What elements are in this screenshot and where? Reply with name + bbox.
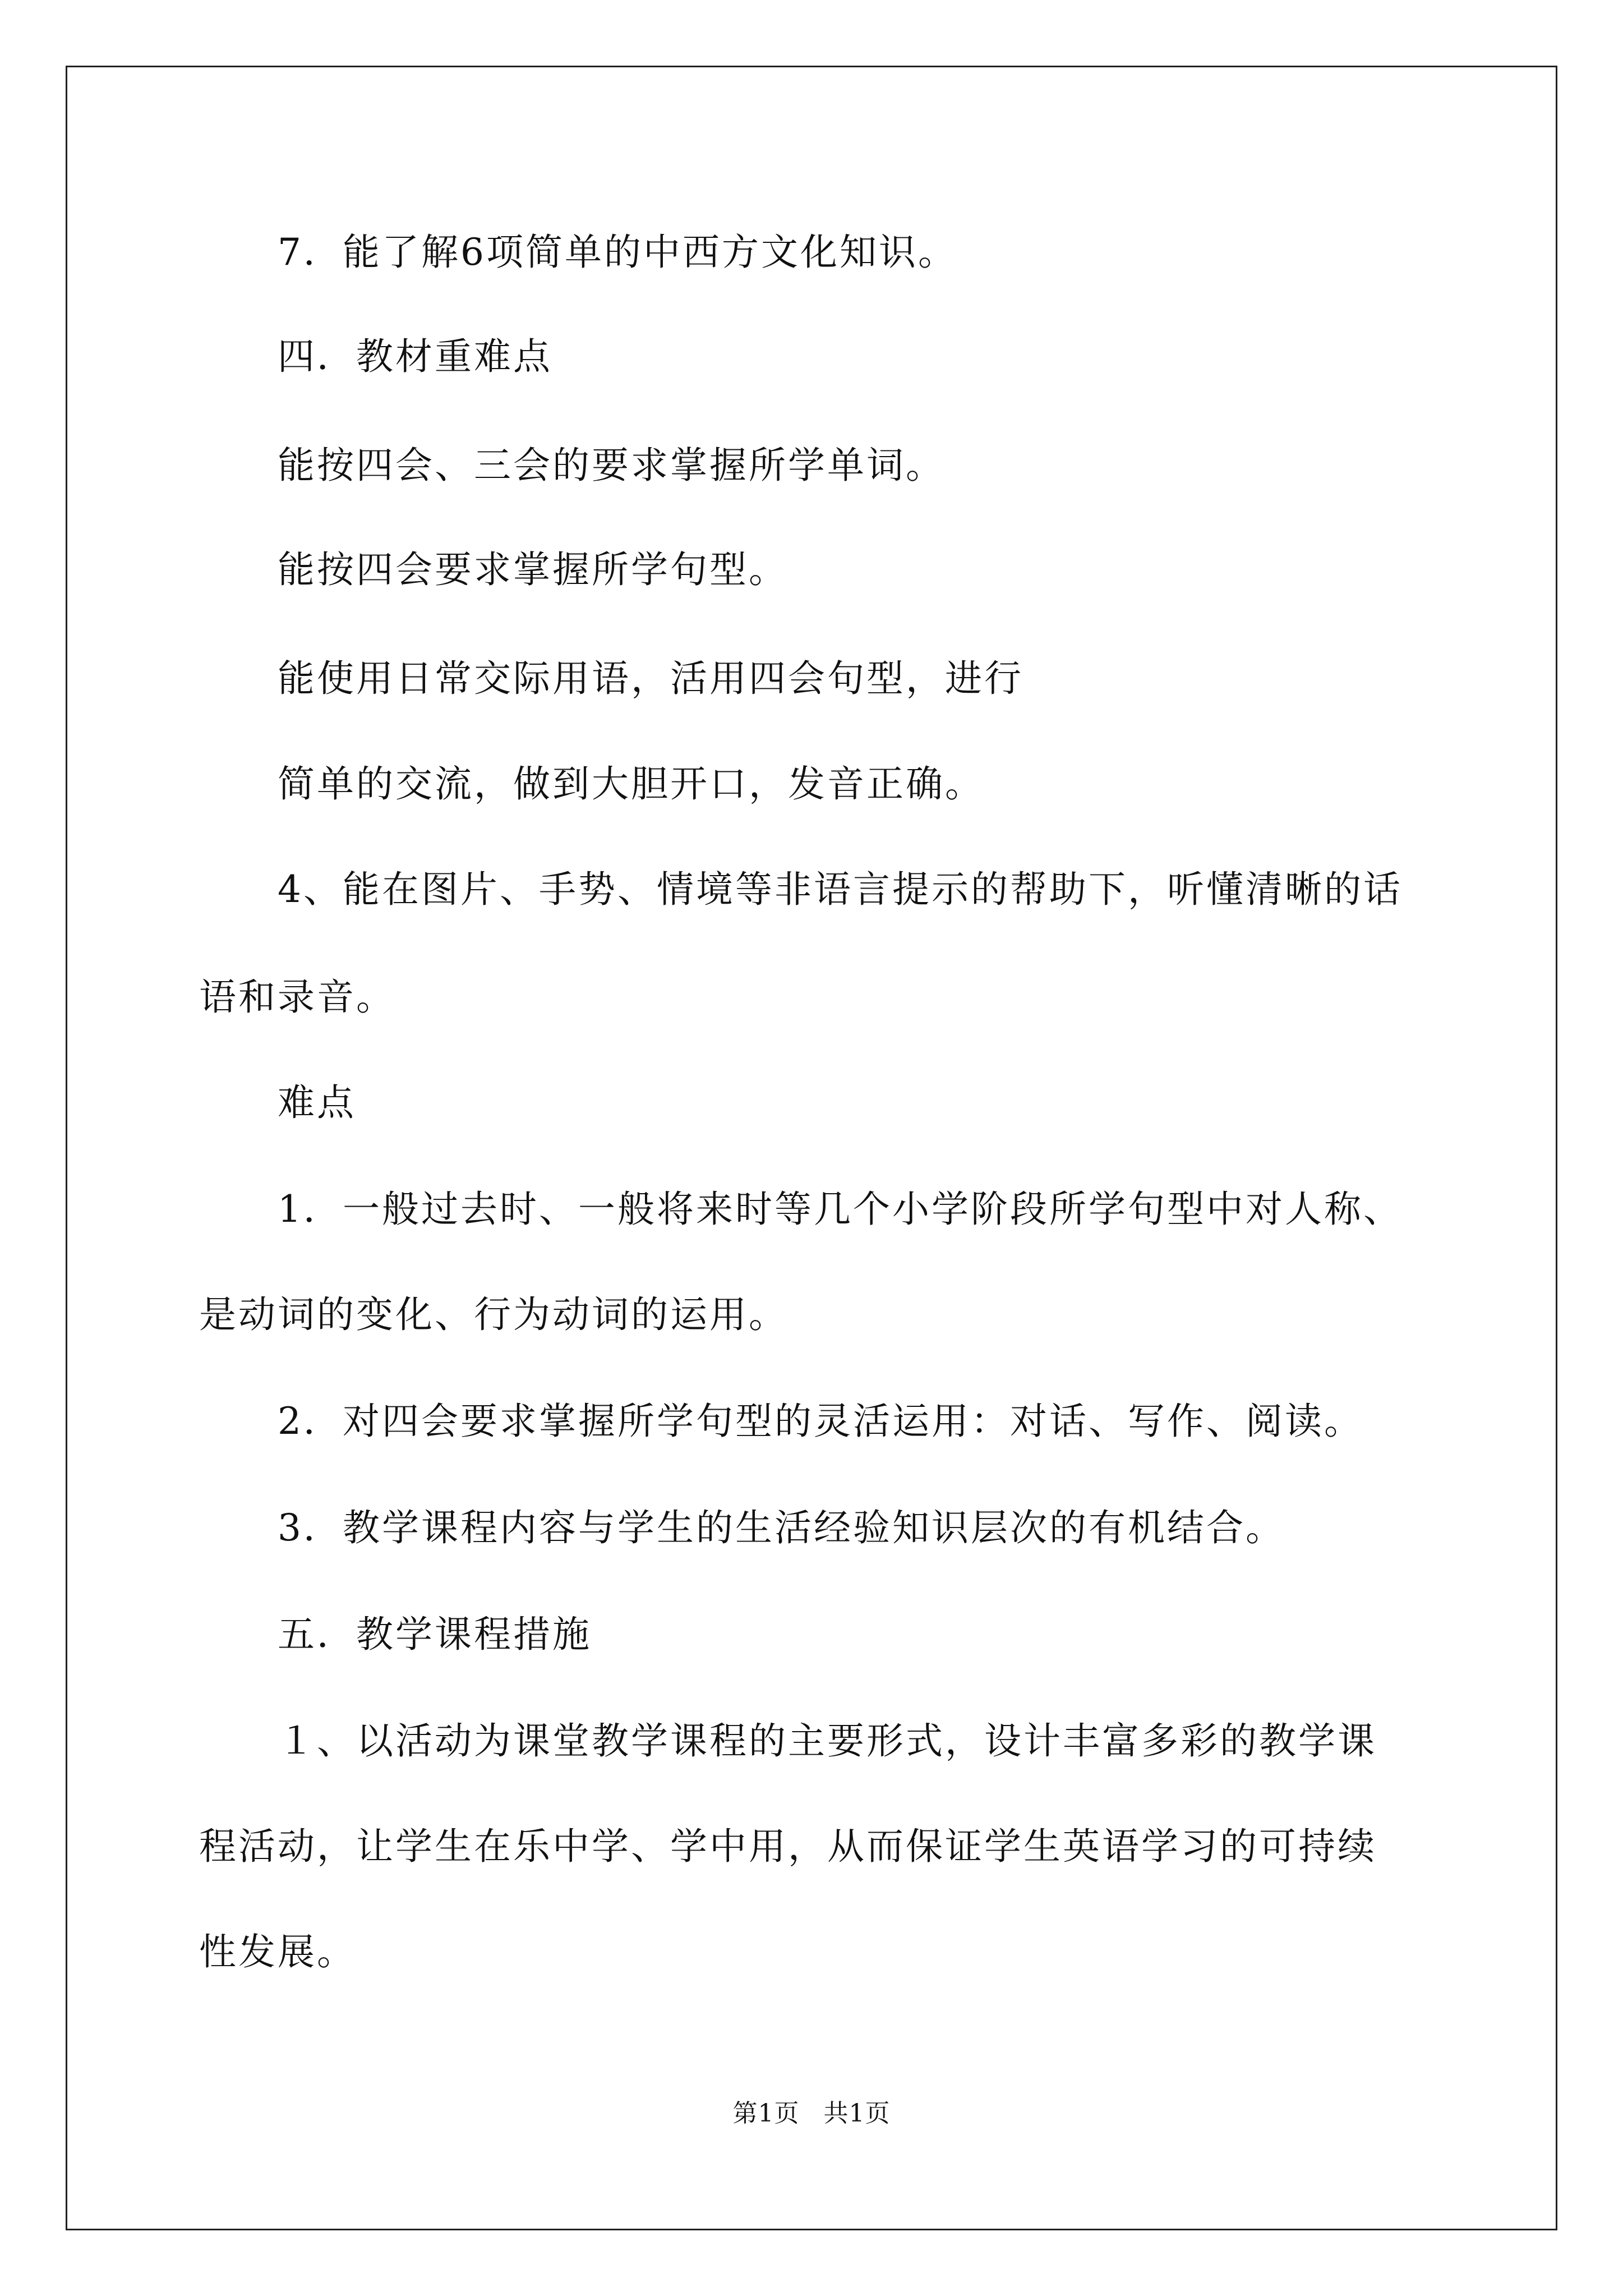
text-line: 能按四会、三会的要求掌握所学单词。 bbox=[278, 444, 945, 487]
text-line: 能使用日常交际用语，活用四会句型，进行 bbox=[278, 657, 1023, 700]
text-line: １、以活动为课堂教学课程的主要形式，设计丰富多彩的教学课 bbox=[278, 1719, 1377, 1763]
text-line: 4、能在图片、手势、情境等非语言提示的帮助下，听懂清晰的话 bbox=[278, 868, 1403, 911]
text-line: 3．教学课程内容与学生的生活经验知识层次的有机结合。 bbox=[278, 1506, 1285, 1549]
text-line: 1．一般过去时、一般将来时等几个小学阶段所学句型中对人称、 bbox=[278, 1188, 1403, 1231]
text-line: 是动词的变化、行为动词的运用。 bbox=[199, 1293, 788, 1336]
text-line: 程活动，让学生在乐中学、学中用，从而保证学生英语学习的可持续 bbox=[199, 1825, 1377, 1868]
text-line: 2．对四会要求掌握所学句型的灵活运用：对话、写作、阅读。 bbox=[278, 1400, 1363, 1443]
page-number-current: 第1页 bbox=[732, 2099, 800, 2128]
section-heading: 难点 bbox=[278, 1081, 356, 1124]
text-line: 7．能了解6项简单的中西方文化知识。 bbox=[278, 231, 957, 274]
text-line: 能按四会要求掌握所学句型。 bbox=[278, 548, 788, 591]
text-line: 简单的交流，做到大胆开口，发音正确。 bbox=[278, 762, 984, 806]
text-line: 性发展。 bbox=[199, 1930, 356, 1973]
section-heading: 五．教学课程措施 bbox=[278, 1613, 592, 1656]
page-number-total: 共1页 bbox=[823, 2099, 891, 2128]
text-line: 语和录音。 bbox=[199, 976, 395, 1019]
page-border bbox=[66, 66, 1557, 2230]
page-footer bbox=[0, 2098, 1623, 2129]
section-heading: 四．教材重难点 bbox=[278, 335, 552, 378]
